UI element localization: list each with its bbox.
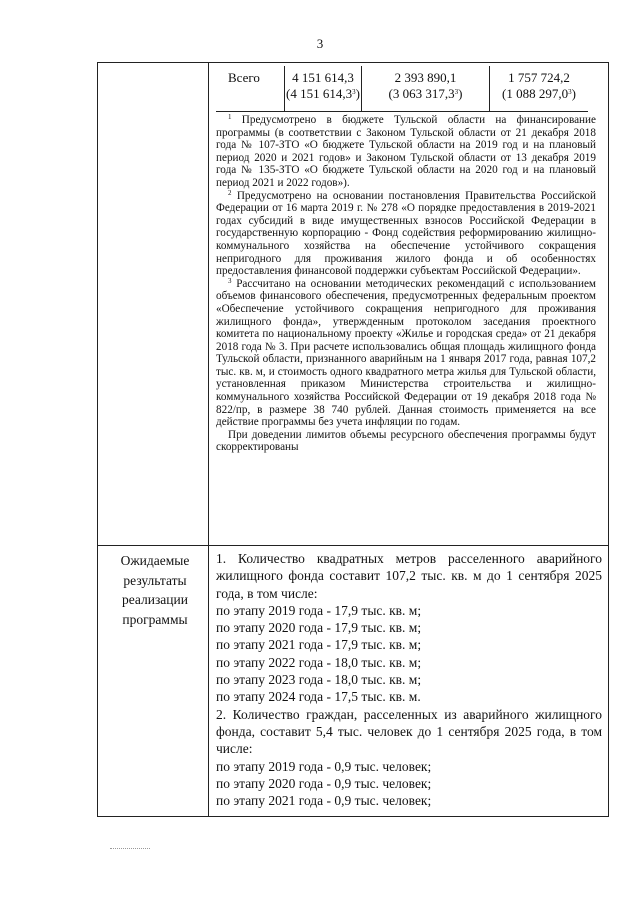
result-stage: по этапу 2020 года - 17,9 тыс. кв. м; — [216, 620, 422, 636]
result-stage: по этапу 2019 года - 17,9 тыс. кв. м; — [216, 602, 422, 618]
total-value-all-main: 4 151 614,3 — [292, 70, 354, 85]
total-value-all-sub: (4 151 614,3$^3$) — [286, 86, 360, 101]
result-stage: по этапу 2022 года - 18,0 тыс. кв. м; — [216, 654, 422, 670]
results-label: Ожидаемые результаты реализации программы — [120, 553, 190, 627]
result-item-2: 2. Количество граждан, расселенных из аварийного жилищного фонда, составит 5,4 тыс. человек до 1 сентября 2025 года, в том числе: — [216, 706, 602, 757]
total-value-regional-main: 2 393 890,1 — [394, 70, 457, 85]
total-value-regional — [362, 66, 490, 111]
result-stage: по этапу 2019 года - 0,9 тыс. человек; — [216, 758, 432, 774]
total-label: Всего — [228, 70, 260, 85]
row-divider — [98, 545, 608, 546]
result-stage: по этапу 2024 года - 17,5 тыс. кв. м. — [216, 689, 421, 705]
footnotes — [216, 114, 596, 454]
result-stage: по этапу 2021 года - 17,9 тыс. кв. м; — [216, 637, 422, 653]
program-table — [97, 62, 609, 817]
page-number: 3 — [316, 36, 324, 51]
footnote-1: $^1$ Предусмотрено в бюджете Тульской области на финансирование программы (в соответствии с Законом Тульской области от 21 декабря 2018 года № 107-ЗТО «О бюджете Тульской области на 2019 год и на плановый период 2020 и 2021 годов» и Законом Тульской области от 13 декабря 2019 года № 135-ЗТО «О бюджете Тульской области на 2020 год и на плановый период 2021 и 2022 годов»). — [216, 113, 596, 189]
total-row — [216, 66, 588, 111]
total-row-border — [216, 111, 588, 112]
footnote-2: $^2$ Предусмотрено на основании постановления Правительства Российской Федерации от 16 марта 2019 г. № 278 «О порядке предоставления в 2019-2021 годах субсидий в виде имущественных взносов Российской Федерации в государственную корпорацию - Фонд содействия реформированию жилищно-коммунального хозяйства на обеспечение устойчивого сокращения непригодного для проживания жилого фонда и об особенностях предоставления финансовой поддержки субъектам Российской Федерации». — [216, 188, 596, 278]
result-stage: по этапу 2021 года - 0,9 тыс. человек; — [216, 793, 432, 809]
result-item-1: 1. Количество квадратных метров расселенного аварийного жилищного фонда составит 107,2 тыс. кв. м до 1 сентября 2025 года, в том числе: — [216, 551, 602, 601]
total-value-fund-sub: (1 088 297,0$^3$) — [502, 86, 576, 101]
footnote-3: $^3$ Рассчитано на основании методических рекомендаций с использованием объемов финансового обеспечения, предусмотренных федеральным проектом «Обеспечение устойчивого сокращения непригодного для проживания жилищного фонда», утвержденным протоколом заседания проектного комитета по национальному проекту «Жилье и городская среда» от 21 декабря 2018 года № 3. При расчете использовались общая площадь жилищного фонда Тульской области, признанного аварийным на 1 января 2017 года, равная 107,2 тыс. кв. м, и стоимость одного квадратного метра жилья для Тульской области, установленная приказом Министерства строительства и жилищно-коммунального хозяйства Российской Федерации от 19 декабря 2018 года № 822/пр, в размере 38 740 рублей. Данная стоимость применяется на все действие программы без учета инфляции по годам. — [216, 276, 596, 429]
total-value-fund-main: 1 757 724,2 — [508, 70, 570, 85]
total-value-all — [284, 66, 362, 111]
total-value-regional-sub: (3 063 317,3$^3$) — [388, 86, 463, 101]
results-content — [216, 550, 602, 809]
scan-artifact — [110, 848, 150, 850]
total-value-fund — [490, 66, 588, 111]
column-divider — [208, 63, 209, 816]
result-stage: по этапу 2023 года - 18,0 тыс. кв. м; — [216, 672, 422, 688]
footnote-note: При доведении лимитов объемы ресурсного обеспечения программы будут скорректированы — [216, 428, 596, 454]
result-stage: по этапу 2020 года - 0,9 тыс. человек; — [216, 775, 432, 791]
